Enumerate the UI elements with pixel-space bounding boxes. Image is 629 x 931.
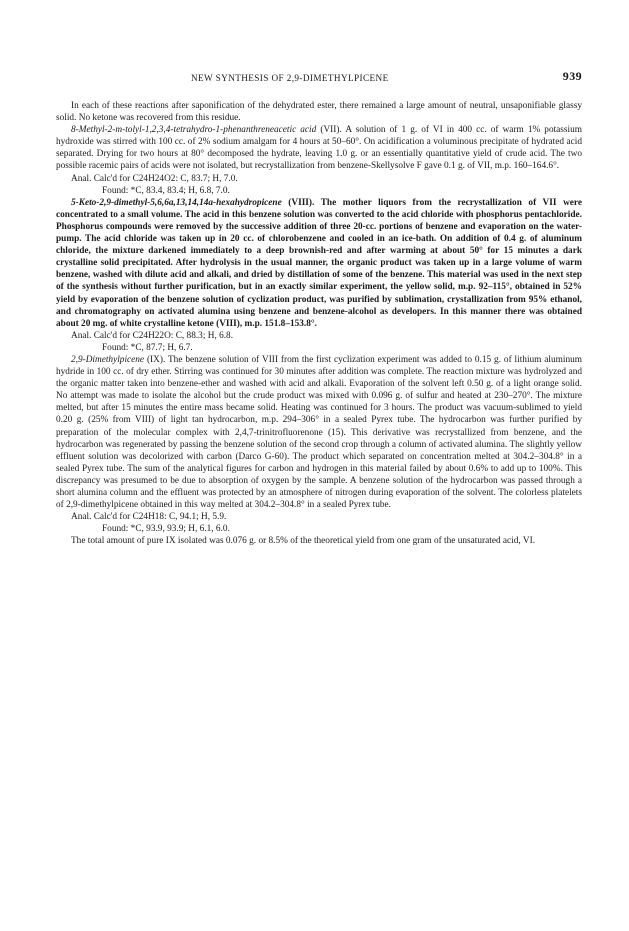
compound-vii-procedure: (VII). A solution of 1 g. of VI in 400 cc. of warm 1% potassium hydroxide was stirred with 100 cc. of 2% sodium amalgam for 4 hours at 50–60°. On acidification a voluminous precipitate of hydrated acid separated. Drying for two hours at 80° decomposed the hydrate, leaving 1.0 g. or an essentially quantitative yield of crude acid. The two possible racemic pairs of acids were not isolated, but recrystallization from benzene-Skellysolve F gave 0.1 g. of VII, m.p. 160–164.6°. — [56, 125, 582, 172]
paragraph-residue-note: In each of these reactions after saponification of the dehydrated ester, there remained a large amount of neutral, unsaponifiable glassy solid. No ketone was recovered from this residue. — [56, 101, 582, 124]
paragraph-compound-vii — [56, 124, 582, 172]
paragraph-compound-ix — [56, 354, 582, 511]
analysis-calc-ix: Anal. Calc'd for C24H18: C, 94.1; H, 5.9. — [71, 512, 227, 523]
page-number: 939 — [562, 69, 582, 83]
page-header — [56, 70, 582, 86]
running-title: NEW SYNTHESIS OF 2,9-DIMETHYLPICENE — [191, 73, 389, 83]
compound-ix-procedure: (IX). The benzene solution of VIII from the first cyclization experiment was added to 0.15 g. of lithium aluminum hydride in 100 cc. of dry ether. Stirring was continued for 30 minutes after addition was complete. The reaction mixture was hydrolyzed and the organic matter taken into benzene-ether and washed with acid and alkali. Evaporation of the solvent left 0.50 g. of a light orange solid. No attempt was made to isolate the alcohol but the crude product was mixed with 0.096 g. of sulfur and heated at 230–270°. The mixture melted, but after 15 minutes the entire mass became solid. Heating was continued for 3 hours. The product was vacuum-sublimed to yield 0.20 g. (25% from VIII) of light tan hydrocarbon, m.p. 294–306° in a sealed Pyrex tube. The hydrocarbon was further purified by preparation of the molecular complex with 2,4,7-trinitrofluorenone (15). This derivative was recrystallized from benzene, and the hydrocarbon was regenerated by passing the benzene solution of the second crop through a column of activated alumina. The slightly yellow effluent solution was decolorized with carbon (Darco G-60). The product which separated on concentration melted at 304.2–304.8° in a sealed Pyrex tube. The sum of the analytical figures for carbon and hydrogen in this material failed by about 0.6% to add up to 100%. This discrepancy was presumed to be due to absorption of oxygen by the sample. A benzene solution of the hydrocarbon was passed through a short alumina column and the effluent was protected by an atmosphere of nitrogen during evaporation of the solvent. The colorless platelets of 2,9-dimethylpicene obtained in this way melted at 304.2–304.8° in a sealed Pyrex tube. — [56, 354, 582, 511]
analysis-calc-vii: Anal. Calc'd for C24H24O2: C, 83.7; H, 7.0. — [71, 173, 238, 184]
paragraph-compound-viii — [56, 197, 582, 330]
analysis-found-vii: Found: *C, 83.4, 83.4; H, 6.8, 7.0. — [102, 185, 230, 196]
document-page — [56, 70, 582, 547]
compound-vii-name: 8-Methyl-2-m-tolyl-1,2,3,4-tetrahydro-1-phenanthreneacetic acid — [71, 125, 317, 136]
analysis-calc-viii: Anal. Calc'd for C24H22O: C, 88.3; H, 6.8. — [71, 330, 234, 341]
analysis-found-ix: Found: *C, 93.9, 93.9; H, 6.1, 6.0. — [102, 524, 230, 535]
compound-viii-name: 5-Keto-2,9-dimethyl-5,6,6a,13,14,14a-hexahydropicene — [71, 197, 282, 208]
compound-viii-procedure: (VIII). The mother liquors from the recrystallization of VII were concentrated to a small volume. The acid in this benzene solution was converted to the acid chloride with phosphorus pentachloride. Phosphorus compounds were removed by the successive addition of three 20-cc. portions of benzene and evaporation on the water-pump. The acid chloride was taken up in 20 cc. of chlorobenzene and cooled in an ice-bath. On addition of 0.4 g. of aluminum chloride, the mixture darkened immediately to a deep brownish-red and after warming at about 50° for 15 minutes a dark crystalline solid precipitated. After hydrolysis in the usual manner, the organic product was taken up in a large volume of warm benzene, washed with dilute acid and alkali, and dried by distillation of some of the benzene. This material was used in the next step of the synthesis without further purification, but in an exactly similar experiment, the yellow solid, m.p. 92–115°, obtained in 52% yield by evaporation of the benzene solution of cyclization product, was purified by sublimation, crystallization from 95% ethanol, and chromatography on activated alumina using benzene and benzene-alcohol as developers. In this manner there was obtained about 20 mg. of white crystalline ketone (VIII), m.p. 151.8–153.8°. — [56, 197, 582, 329]
compound-ix-name: 2,9-Dimethylpicene — [71, 354, 145, 365]
paragraph-total-yield: The total amount of pure IX isolated was 0.076 g. or 8.5% of the theoretical yield from one gram of the unsaturated acid, VI. — [71, 536, 536, 547]
analysis-found-viii: Found: *C, 87.7; H, 6.7. — [102, 342, 193, 353]
